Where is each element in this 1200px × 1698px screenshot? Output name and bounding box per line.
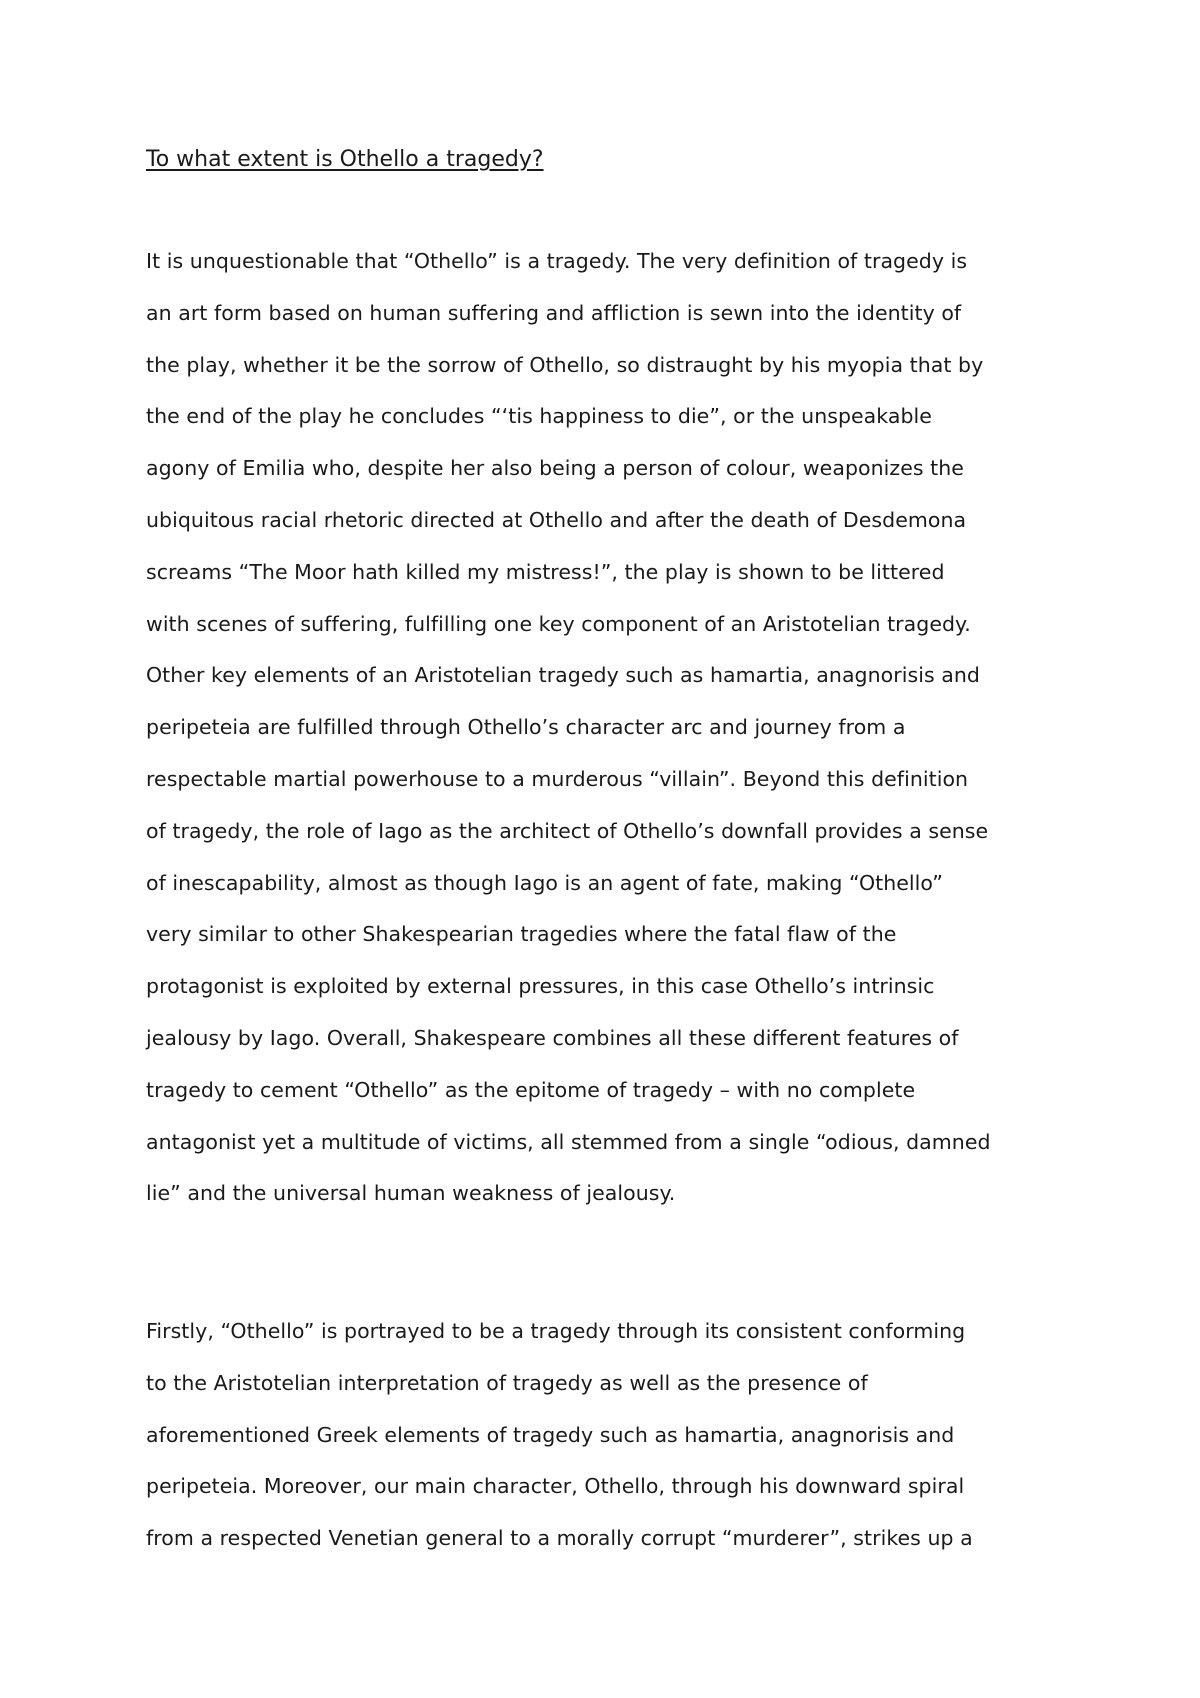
- text-line: jealousy by Iago. Overall, Shakespeare combines all these different features of: [146, 1025, 959, 1050]
- text-line: with scenes of suffering, fulfilling one key component of an Aristotelian tragedy.: [146, 611, 971, 636]
- text-line: agony of Emilia who, despite her also being a person of colour, weaponizes the: [146, 456, 964, 481]
- text-line: Other key elements of an Aristotelian tragedy such as hamartia, anagnorisis and: [146, 663, 980, 688]
- text-line: respectable martial powerhouse to a murderous “villain”. Beyond this definition: [146, 766, 969, 791]
- text-line: very similar to other Shakespearian tragedies where the fatal flaw of the: [146, 922, 897, 947]
- text-line: an art form based on human suffering and affliction is sewn into the identity of: [146, 300, 962, 325]
- text-line: screams “The Moor hath killed my mistress!”, the play is shown to be littered: [146, 559, 945, 584]
- text-line: It is unquestionable that “Othello” is a tragedy. The very definition of tragedy is: [146, 249, 968, 273]
- text-line: Firstly, “Othello” is portrayed to be a tragedy through its consistent conforming: [146, 1319, 966, 1343]
- text-line: aforementioned Greek elements of tragedy such as hamartia, anagnorisis and: [146, 1422, 955, 1447]
- text-line: the play, whether it be the sorrow of Othello, so distraught by his myopia that by: [146, 352, 984, 377]
- text-line: of tragedy, the role of Iago as the architect of Othello’s downfall provides a sense: [146, 818, 989, 843]
- paragraph-firstly: [146, 1306, 973, 1565]
- text-line: protagonist is exploited by external pressures, in this case Othello’s intrinsic: [146, 974, 935, 999]
- document-title: To what extent is Othello a tragedy?: [146, 147, 544, 172]
- text-line: peripeteia are fulfilled through Othello’s character arc and journey from a: [146, 715, 906, 740]
- text-line: lie” and the universal human weakness of jealousy.: [146, 1181, 676, 1206]
- text-line: of inescapability, almost as though Iago is an agent of fate, making “Othello”: [146, 870, 943, 895]
- text-line: antagonist yet a multitude of victims, all stemmed from a single “odious, damned: [146, 1129, 991, 1154]
- paragraph-introduction: [146, 236, 991, 1220]
- text-line: the end of the play he concludes “‘tis happiness to die”, or the unspeakable: [146, 404, 932, 429]
- text-line: from a respected Venetian general to a morally corrupt “murderer”, strikes up a: [146, 1526, 973, 1551]
- text-line: ubiquitous racial rhetoric directed at Othello and after the death of Desdemona: [146, 507, 967, 532]
- text-line: to the Aristotelian interpretation of tragedy as well as the presence of: [146, 1370, 868, 1395]
- text-line: peripeteia. Moreover, our main character, Othello, through his downward spiral: [146, 1474, 965, 1499]
- text-line: tragedy to cement “Othello” as the epitome of tragedy – with no complete: [146, 1077, 916, 1102]
